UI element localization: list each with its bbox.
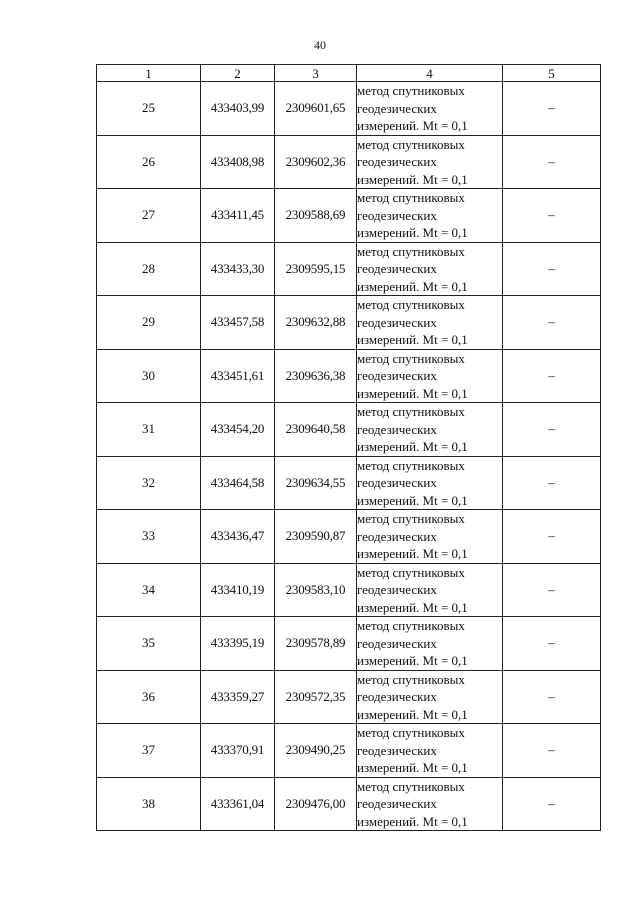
column-header-5: 5 [503, 65, 601, 82]
table-row [97, 403, 601, 457]
method-cell [357, 189, 503, 243]
y-coordinate-cell: 2309490,25 [275, 724, 357, 778]
method-cell [357, 242, 503, 296]
y-coordinate-cell: 2309640,58 [275, 403, 357, 457]
column-header-2: 2 [201, 65, 275, 82]
table-body [97, 82, 601, 831]
note-cell: – [503, 189, 601, 243]
note-cell: – [503, 456, 601, 510]
coordinates-table [96, 64, 601, 831]
method-line: измерений. Mt = 0,1 [357, 706, 468, 722]
x-coordinate-cell: 433436,47 [201, 510, 275, 564]
method-line: геодезических [357, 100, 437, 116]
note-cell: – [503, 510, 601, 564]
table-row [97, 242, 601, 296]
point-number-cell: 28 [97, 242, 201, 296]
method-line: измерений. Mt = 0,1 [357, 171, 468, 187]
note-cell: – [503, 403, 601, 457]
x-coordinate-cell: 433457,58 [201, 296, 275, 350]
y-coordinate-cell: 2309578,89 [275, 617, 357, 671]
method-line: измерений. Mt = 0,1 [357, 599, 468, 615]
method-line: измерений. Mt = 0,1 [357, 813, 468, 829]
table-row [97, 189, 601, 243]
y-coordinate-cell: 2309590,87 [275, 510, 357, 564]
method-line: измерений. Mt = 0,1 [357, 492, 468, 508]
table-row [97, 777, 601, 831]
point-number-cell: 25 [97, 82, 201, 136]
x-coordinate-cell: 433359,27 [201, 670, 275, 724]
y-coordinate-cell: 2309636,38 [275, 349, 357, 403]
method-line: метод спутниковых [357, 564, 465, 580]
y-coordinate-cell: 2309583,10 [275, 563, 357, 617]
method-line: геодезических [357, 635, 437, 651]
x-coordinate-cell: 433395,19 [201, 617, 275, 671]
point-number-cell: 36 [97, 670, 201, 724]
column-header-1: 1 [97, 65, 201, 82]
method-line: геодезических [357, 207, 437, 223]
point-number-cell: 27 [97, 189, 201, 243]
note-cell: – [503, 135, 601, 189]
method-line: геодезических [357, 475, 437, 490]
method-line: геодезических [357, 689, 437, 704]
y-coordinate-cell: 2309588,69 [275, 189, 357, 243]
method-line: измерений. Mt = 0,1 [357, 653, 468, 668]
table-row [97, 82, 601, 136]
method-line: метод спутниковых [357, 190, 465, 205]
method-line: метод спутниковых [357, 350, 465, 366]
table-row [97, 563, 601, 617]
method-cell [357, 563, 503, 617]
method-line: измерений. Mt = 0,1 [357, 278, 468, 294]
table-row [97, 724, 601, 778]
column-header-4: 4 [357, 65, 503, 82]
table-row [97, 510, 601, 564]
column-header-3: 3 [275, 65, 357, 82]
note-cell: – [503, 349, 601, 403]
y-coordinate-cell: 2309595,15 [275, 242, 357, 296]
note-cell: – [503, 777, 601, 831]
point-number-cell: 31 [97, 403, 201, 457]
method-line: измерений. Mt = 0,1 [357, 760, 468, 775]
method-cell [357, 296, 503, 350]
y-coordinate-cell: 2309632,88 [275, 296, 357, 350]
y-coordinate-cell: 2309634,55 [275, 456, 357, 510]
method-line: метод спутниковых [357, 136, 465, 152]
point-number-cell: 29 [97, 296, 201, 350]
note-cell: – [503, 670, 601, 724]
y-coordinate-cell: 2309602,36 [275, 135, 357, 189]
note-cell: – [503, 296, 601, 350]
method-cell [357, 82, 503, 136]
table-row [97, 456, 601, 510]
point-number-cell: 35 [97, 617, 201, 671]
table-header-row [97, 65, 601, 82]
note-cell: – [503, 82, 601, 136]
x-coordinate-cell: 433433,30 [201, 242, 275, 296]
method-line: геодезических [357, 796, 437, 811]
y-coordinate-cell: 2309572,35 [275, 670, 357, 724]
method-line: измерений. Mt = 0,1 [357, 225, 468, 240]
note-cell: – [503, 617, 601, 671]
x-coordinate-cell: 433410,19 [201, 563, 275, 617]
method-line: метод спутниковых [357, 243, 465, 259]
method-line: геодезических [357, 368, 437, 383]
point-number-cell: 38 [97, 777, 201, 831]
method-cell [357, 510, 503, 564]
method-line: геодезических [357, 314, 437, 330]
method-line: метод спутниковых [357, 297, 465, 312]
note-cell: – [503, 724, 601, 778]
method-line: метод спутниковых [357, 83, 465, 98]
x-coordinate-cell: 433454,20 [201, 403, 275, 457]
method-line: геодезических [357, 742, 437, 758]
method-line: измерений. Mt = 0,1 [357, 546, 468, 561]
note-cell: – [503, 242, 601, 296]
point-number-cell: 32 [97, 456, 201, 510]
page-number: 40 [314, 38, 326, 52]
table-row [97, 617, 601, 671]
x-coordinate-cell: 433451,61 [201, 349, 275, 403]
method-cell [357, 403, 503, 457]
method-cell [357, 456, 503, 510]
note-cell: – [503, 563, 601, 617]
point-number-cell: 30 [97, 349, 201, 403]
point-number-cell: 26 [97, 135, 201, 189]
y-coordinate-cell: 2309476,00 [275, 777, 357, 831]
method-cell [357, 617, 503, 671]
method-line: геодезических [357, 582, 437, 597]
method-cell [357, 670, 503, 724]
method-cell [357, 135, 503, 189]
method-line: метод спутниковых [357, 511, 465, 526]
method-line: геодезических [357, 421, 437, 437]
method-line: метод спутниковых [357, 778, 465, 794]
table-row [97, 670, 601, 724]
method-line: измерений. Mt = 0,1 [357, 385, 468, 401]
method-line: метод спутниковых [357, 671, 465, 687]
method-line: измерений. Mt = 0,1 [357, 118, 468, 133]
method-cell [357, 777, 503, 831]
method-cell [357, 724, 503, 778]
method-cell [357, 349, 503, 403]
table-row [97, 349, 601, 403]
x-coordinate-cell: 433403,99 [201, 82, 275, 136]
point-number-cell: 34 [97, 563, 201, 617]
x-coordinate-cell: 433411,45 [201, 189, 275, 243]
method-line: метод спутниковых [357, 618, 465, 633]
method-line: измерений. Mt = 0,1 [357, 332, 468, 347]
x-coordinate-cell: 433408,98 [201, 135, 275, 189]
method-line: измерений. Mt = 0,1 [357, 439, 468, 454]
x-coordinate-cell: 433361,04 [201, 777, 275, 831]
x-coordinate-cell: 433464,58 [201, 456, 275, 510]
method-line: геодезических [357, 154, 437, 169]
method-line: метод спутниковых [357, 404, 465, 419]
method-line: геодезических [357, 528, 437, 544]
table-row [97, 296, 601, 350]
point-number-cell: 37 [97, 724, 201, 778]
method-line: метод спутниковых [357, 725, 465, 740]
point-number-cell: 33 [97, 510, 201, 564]
table-row [97, 135, 601, 189]
method-line: геодезических [357, 261, 437, 276]
method-line: метод спутниковых [357, 457, 465, 473]
y-coordinate-cell: 2309601,65 [275, 82, 357, 136]
x-coordinate-cell: 433370,91 [201, 724, 275, 778]
